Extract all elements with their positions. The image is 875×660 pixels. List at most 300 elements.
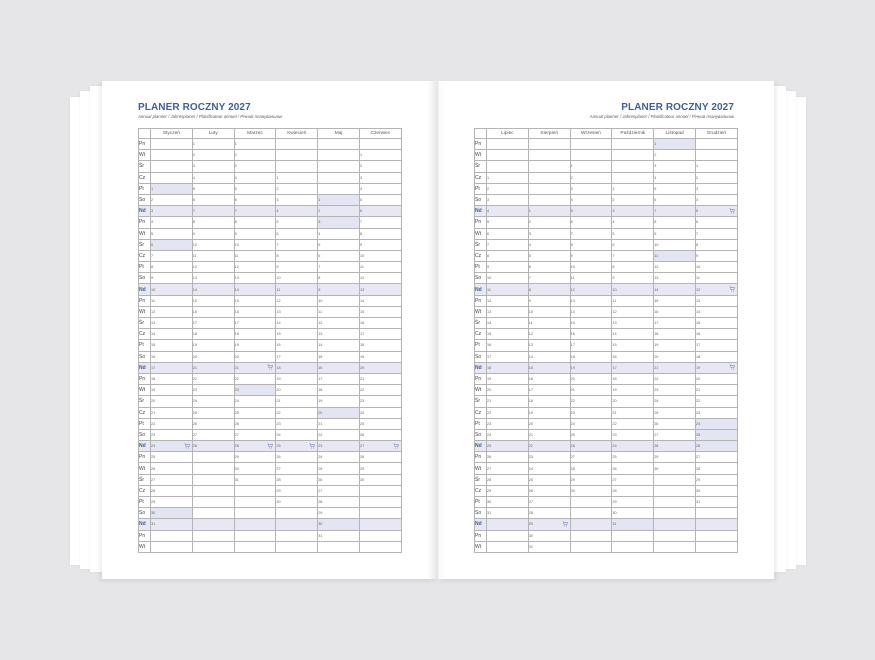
day-cell[interactable] bbox=[192, 217, 234, 228]
day-cell[interactable] bbox=[151, 318, 193, 329]
day-cell[interactable] bbox=[654, 351, 696, 362]
day-cell[interactable] bbox=[654, 194, 699, 205]
day-cell[interactable] bbox=[151, 519, 193, 530]
day-cell[interactable] bbox=[234, 418, 276, 429]
day-cell[interactable] bbox=[570, 183, 615, 194]
day-cell[interactable] bbox=[654, 239, 699, 250]
day-cell[interactable] bbox=[528, 217, 570, 228]
day-cell[interactable] bbox=[612, 150, 657, 161]
day-cell[interactable] bbox=[487, 172, 529, 183]
day-cell[interactable] bbox=[234, 463, 276, 474]
day-cell[interactable] bbox=[234, 519, 276, 530]
day-cell[interactable] bbox=[487, 429, 529, 440]
day-cell[interactable] bbox=[654, 497, 696, 508]
day-cell[interactable] bbox=[276, 183, 318, 194]
day-cell[interactable] bbox=[192, 441, 234, 452]
day-cell[interactable] bbox=[612, 385, 654, 396]
day-cell[interactable] bbox=[654, 161, 699, 172]
day-cell[interactable] bbox=[612, 262, 654, 273]
day-cell[interactable] bbox=[234, 262, 279, 273]
day-cell[interactable] bbox=[151, 497, 193, 508]
day-cell[interactable] bbox=[487, 362, 529, 373]
day-cell[interactable] bbox=[276, 194, 321, 205]
day-cell[interactable] bbox=[234, 206, 279, 217]
day-cell[interactable] bbox=[695, 318, 737, 329]
day-cell[interactable] bbox=[151, 194, 193, 205]
day-cell[interactable] bbox=[359, 519, 401, 530]
day-cell[interactable] bbox=[359, 228, 401, 239]
day-cell[interactable] bbox=[276, 250, 321, 261]
day-cell[interactable] bbox=[612, 530, 654, 541]
day-cell[interactable] bbox=[359, 340, 401, 351]
day-cell[interactable] bbox=[151, 262, 193, 273]
day-cell[interactable] bbox=[234, 161, 276, 172]
day-cell[interactable] bbox=[359, 474, 401, 485]
day-cell[interactable] bbox=[359, 250, 401, 261]
day-cell[interactable] bbox=[487, 396, 529, 407]
day-cell[interactable] bbox=[192, 429, 234, 440]
day-cell[interactable] bbox=[359, 441, 401, 452]
day-cell[interactable] bbox=[276, 306, 318, 317]
day-cell[interactable] bbox=[276, 407, 318, 418]
day-cell[interactable] bbox=[359, 183, 401, 194]
day-cell[interactable] bbox=[570, 407, 612, 418]
day-cell[interactable] bbox=[359, 139, 401, 150]
day-cell[interactable] bbox=[528, 284, 570, 295]
day-cell[interactable] bbox=[192, 150, 234, 161]
day-cell[interactable] bbox=[234, 452, 276, 463]
day-cell[interactable] bbox=[695, 452, 737, 463]
day-cell[interactable] bbox=[654, 150, 696, 161]
day-cell[interactable] bbox=[234, 329, 276, 340]
day-cell[interactable] bbox=[276, 295, 318, 306]
day-cell[interactable] bbox=[612, 497, 654, 508]
day-cell[interactable] bbox=[528, 418, 570, 429]
day-cell[interactable] bbox=[318, 441, 360, 452]
day-cell[interactable] bbox=[612, 161, 657, 172]
day-cell[interactable] bbox=[487, 239, 529, 250]
day-cell[interactable] bbox=[654, 519, 696, 530]
day-cell[interactable] bbox=[192, 306, 234, 317]
day-cell[interactable] bbox=[276, 474, 318, 485]
day-cell[interactable] bbox=[612, 239, 654, 250]
day-cell[interactable] bbox=[487, 441, 529, 452]
day-cell[interactable] bbox=[654, 362, 696, 373]
day-cell[interactable] bbox=[318, 306, 360, 317]
day-cell[interactable] bbox=[612, 318, 654, 329]
day-cell[interactable] bbox=[276, 262, 321, 273]
day-cell[interactable] bbox=[570, 351, 612, 362]
day-cell[interactable] bbox=[151, 183, 193, 194]
day-cell[interactable] bbox=[612, 373, 654, 384]
day-cell[interactable] bbox=[192, 497, 234, 508]
day-cell[interactable] bbox=[528, 541, 570, 552]
day-cell[interactable] bbox=[528, 273, 570, 284]
day-cell[interactable] bbox=[276, 139, 318, 150]
day-cell[interactable] bbox=[359, 508, 401, 519]
day-cell[interactable] bbox=[234, 250, 279, 261]
day-cell[interactable] bbox=[151, 217, 193, 228]
day-cell[interactable] bbox=[654, 273, 696, 284]
day-cell[interactable] bbox=[695, 407, 737, 418]
day-cell[interactable] bbox=[192, 161, 234, 172]
day-cell[interactable] bbox=[151, 250, 193, 261]
day-cell[interactable] bbox=[570, 485, 612, 496]
day-cell[interactable] bbox=[528, 441, 570, 452]
day-cell[interactable] bbox=[612, 396, 654, 407]
day-cell[interactable] bbox=[654, 228, 699, 239]
day-cell[interactable] bbox=[487, 273, 529, 284]
day-cell[interactable] bbox=[276, 172, 318, 183]
day-cell[interactable] bbox=[192, 194, 234, 205]
day-cell[interactable] bbox=[318, 497, 360, 508]
day-cell[interactable] bbox=[612, 485, 654, 496]
day-cell[interactable] bbox=[192, 373, 234, 384]
day-cell[interactable] bbox=[151, 161, 193, 172]
day-cell[interactable] bbox=[695, 463, 737, 474]
day-cell[interactable] bbox=[318, 194, 363, 205]
day-cell[interactable] bbox=[528, 373, 570, 384]
day-cell[interactable] bbox=[192, 139, 234, 150]
day-cell[interactable] bbox=[487, 250, 529, 261]
day-cell[interactable] bbox=[276, 508, 318, 519]
day-cell[interactable] bbox=[570, 295, 612, 306]
day-cell[interactable] bbox=[654, 530, 696, 541]
day-cell[interactable] bbox=[695, 497, 737, 508]
day-cell[interactable] bbox=[612, 541, 654, 552]
day-cell[interactable] bbox=[695, 340, 737, 351]
day-cell[interactable] bbox=[276, 217, 321, 228]
day-cell[interactable] bbox=[276, 351, 318, 362]
day-cell[interactable] bbox=[192, 262, 234, 273]
day-cell[interactable] bbox=[695, 329, 737, 340]
day-cell[interactable] bbox=[359, 362, 401, 373]
day-cell[interactable] bbox=[612, 329, 654, 340]
day-cell[interactable] bbox=[612, 407, 654, 418]
day-cell[interactable] bbox=[359, 351, 401, 362]
day-cell[interactable] bbox=[528, 183, 570, 194]
day-cell[interactable] bbox=[318, 463, 360, 474]
day-cell[interactable] bbox=[192, 508, 234, 519]
day-cell[interactable] bbox=[359, 396, 401, 407]
day-cell[interactable] bbox=[654, 385, 696, 396]
day-cell[interactable] bbox=[318, 329, 360, 340]
day-cell[interactable] bbox=[695, 194, 737, 205]
day-cell[interactable] bbox=[359, 262, 401, 273]
day-cell[interactable] bbox=[151, 284, 193, 295]
day-cell[interactable] bbox=[654, 407, 696, 418]
day-cell[interactable] bbox=[487, 295, 529, 306]
day-cell[interactable] bbox=[654, 318, 696, 329]
day-cell[interactable] bbox=[318, 373, 360, 384]
day-cell[interactable] bbox=[234, 362, 276, 373]
day-cell[interactable] bbox=[318, 161, 363, 172]
day-cell[interactable] bbox=[654, 183, 699, 194]
day-cell[interactable] bbox=[234, 497, 276, 508]
day-cell[interactable] bbox=[151, 306, 193, 317]
day-cell[interactable] bbox=[612, 194, 657, 205]
day-cell[interactable] bbox=[234, 407, 276, 418]
day-cell[interactable] bbox=[612, 284, 654, 295]
day-cell[interactable] bbox=[612, 139, 657, 150]
day-cell[interactable] bbox=[276, 418, 318, 429]
day-cell[interactable] bbox=[654, 418, 696, 429]
day-cell[interactable] bbox=[192, 329, 234, 340]
day-cell[interactable] bbox=[528, 318, 570, 329]
day-cell[interactable] bbox=[695, 485, 737, 496]
day-cell[interactable] bbox=[359, 239, 401, 250]
day-cell[interactable] bbox=[528, 485, 570, 496]
day-cell[interactable] bbox=[528, 519, 570, 530]
day-cell[interactable] bbox=[695, 206, 737, 217]
day-cell[interactable] bbox=[234, 474, 276, 485]
day-cell[interactable] bbox=[612, 228, 657, 239]
day-cell[interactable] bbox=[318, 362, 360, 373]
day-cell[interactable] bbox=[359, 306, 401, 317]
day-cell[interactable] bbox=[612, 474, 654, 485]
day-cell[interactable] bbox=[234, 373, 276, 384]
day-cell[interactable] bbox=[612, 441, 654, 452]
day-cell[interactable] bbox=[234, 228, 279, 239]
day-cell[interactable] bbox=[151, 295, 193, 306]
day-cell[interactable] bbox=[695, 172, 737, 183]
day-cell[interactable] bbox=[487, 206, 529, 217]
day-cell[interactable] bbox=[570, 194, 615, 205]
day-cell[interactable] bbox=[612, 273, 654, 284]
day-cell[interactable] bbox=[318, 150, 363, 161]
day-cell[interactable] bbox=[234, 172, 279, 183]
day-cell[interactable] bbox=[612, 463, 654, 474]
day-cell[interactable] bbox=[654, 250, 699, 261]
day-cell[interactable] bbox=[528, 161, 570, 172]
day-cell[interactable] bbox=[528, 250, 570, 261]
day-cell[interactable] bbox=[151, 474, 193, 485]
day-cell[interactable] bbox=[359, 541, 401, 552]
day-cell[interactable] bbox=[654, 139, 696, 150]
day-cell[interactable] bbox=[318, 429, 360, 440]
day-cell[interactable] bbox=[359, 418, 401, 429]
day-cell[interactable] bbox=[276, 228, 321, 239]
day-cell[interactable] bbox=[318, 273, 360, 284]
day-cell[interactable] bbox=[612, 206, 657, 217]
day-cell[interactable] bbox=[276, 150, 318, 161]
day-cell[interactable] bbox=[359, 429, 401, 440]
day-cell[interactable] bbox=[654, 429, 696, 440]
day-cell[interactable] bbox=[487, 452, 529, 463]
day-cell[interactable] bbox=[487, 183, 529, 194]
day-cell[interactable] bbox=[276, 452, 318, 463]
day-cell[interactable] bbox=[151, 530, 193, 541]
day-cell[interactable] bbox=[654, 485, 696, 496]
day-cell[interactable] bbox=[318, 206, 363, 217]
day-cell[interactable] bbox=[612, 351, 654, 362]
day-cell[interactable] bbox=[359, 150, 401, 161]
day-cell[interactable] bbox=[487, 329, 529, 340]
day-cell[interactable] bbox=[695, 239, 737, 250]
day-cell[interactable] bbox=[359, 452, 401, 463]
day-cell[interactable] bbox=[695, 441, 737, 452]
day-cell[interactable] bbox=[528, 306, 570, 317]
day-cell[interactable] bbox=[192, 250, 234, 261]
day-cell[interactable] bbox=[234, 306, 276, 317]
day-cell[interactable] bbox=[487, 373, 529, 384]
day-cell[interactable] bbox=[612, 217, 657, 228]
day-cell[interactable] bbox=[612, 508, 654, 519]
day-cell[interactable] bbox=[192, 362, 234, 373]
day-cell[interactable] bbox=[359, 217, 401, 228]
day-cell[interactable] bbox=[487, 463, 529, 474]
day-cell[interactable] bbox=[276, 206, 321, 217]
day-cell[interactable] bbox=[528, 429, 570, 440]
day-cell[interactable] bbox=[318, 295, 360, 306]
day-cell[interactable] bbox=[234, 284, 276, 295]
day-cell[interactable] bbox=[528, 340, 570, 351]
day-cell[interactable] bbox=[612, 429, 654, 440]
day-cell[interactable] bbox=[612, 183, 657, 194]
day-cell[interactable] bbox=[151, 385, 193, 396]
day-cell[interactable] bbox=[192, 474, 234, 485]
day-cell[interactable] bbox=[528, 239, 570, 250]
day-cell[interactable] bbox=[151, 206, 193, 217]
day-cell[interactable] bbox=[487, 139, 529, 150]
day-cell[interactable] bbox=[234, 396, 276, 407]
day-cell[interactable] bbox=[695, 429, 737, 440]
day-cell[interactable] bbox=[695, 519, 737, 530]
day-cell[interactable] bbox=[192, 418, 234, 429]
day-cell[interactable] bbox=[570, 497, 612, 508]
day-cell[interactable] bbox=[570, 250, 615, 261]
day-cell[interactable] bbox=[359, 172, 401, 183]
day-cell[interactable] bbox=[487, 228, 529, 239]
day-cell[interactable] bbox=[570, 150, 612, 161]
day-cell[interactable] bbox=[318, 519, 360, 530]
day-cell[interactable] bbox=[487, 217, 529, 228]
day-cell[interactable] bbox=[276, 530, 318, 541]
day-cell[interactable] bbox=[192, 351, 234, 362]
day-cell[interactable] bbox=[276, 485, 318, 496]
day-cell[interactable] bbox=[276, 541, 318, 552]
day-cell[interactable] bbox=[234, 150, 276, 161]
day-cell[interactable] bbox=[654, 217, 699, 228]
day-cell[interactable] bbox=[570, 452, 612, 463]
day-cell[interactable] bbox=[654, 306, 696, 317]
day-cell[interactable] bbox=[151, 228, 193, 239]
day-cell[interactable] bbox=[276, 385, 318, 396]
day-cell[interactable] bbox=[570, 463, 612, 474]
day-cell[interactable] bbox=[570, 206, 615, 217]
day-cell[interactable] bbox=[487, 340, 529, 351]
day-cell[interactable] bbox=[695, 373, 737, 384]
day-cell[interactable] bbox=[695, 474, 737, 485]
day-cell[interactable] bbox=[654, 262, 696, 273]
day-cell[interactable] bbox=[318, 418, 360, 429]
day-cell[interactable] bbox=[612, 250, 654, 261]
day-cell[interactable] bbox=[695, 385, 737, 396]
day-cell[interactable] bbox=[359, 161, 401, 172]
day-cell[interactable] bbox=[528, 385, 570, 396]
day-cell[interactable] bbox=[318, 351, 360, 362]
day-cell[interactable] bbox=[234, 530, 276, 541]
day-cell[interactable] bbox=[234, 429, 276, 440]
day-cell[interactable] bbox=[487, 284, 529, 295]
day-cell[interactable] bbox=[487, 407, 529, 418]
day-cell[interactable] bbox=[234, 183, 279, 194]
day-cell[interactable] bbox=[151, 541, 193, 552]
day-cell[interactable] bbox=[151, 150, 193, 161]
day-cell[interactable] bbox=[570, 217, 615, 228]
day-cell[interactable] bbox=[151, 463, 193, 474]
day-cell[interactable] bbox=[528, 452, 570, 463]
day-cell[interactable] bbox=[570, 541, 612, 552]
day-cell[interactable] bbox=[192, 284, 234, 295]
day-cell[interactable] bbox=[570, 172, 612, 183]
day-cell[interactable] bbox=[276, 273, 321, 284]
day-cell[interactable] bbox=[151, 441, 193, 452]
day-cell[interactable] bbox=[192, 519, 234, 530]
day-cell[interactable] bbox=[654, 452, 696, 463]
day-cell[interactable] bbox=[654, 329, 696, 340]
day-cell[interactable] bbox=[151, 407, 193, 418]
day-cell[interactable] bbox=[570, 530, 612, 541]
day-cell[interactable] bbox=[570, 284, 612, 295]
day-cell[interactable] bbox=[528, 172, 570, 183]
day-cell[interactable] bbox=[570, 273, 615, 284]
day-cell[interactable] bbox=[612, 306, 654, 317]
day-cell[interactable] bbox=[654, 474, 696, 485]
day-cell[interactable] bbox=[359, 284, 401, 295]
day-cell[interactable] bbox=[318, 396, 360, 407]
day-cell[interactable] bbox=[318, 239, 363, 250]
day-cell[interactable] bbox=[234, 385, 276, 396]
day-cell[interactable] bbox=[359, 206, 401, 217]
day-cell[interactable] bbox=[151, 396, 193, 407]
day-cell[interactable] bbox=[192, 273, 234, 284]
day-cell[interactable] bbox=[192, 239, 234, 250]
day-cell[interactable] bbox=[654, 284, 696, 295]
day-cell[interactable] bbox=[234, 508, 276, 519]
day-cell[interactable] bbox=[318, 508, 360, 519]
day-cell[interactable] bbox=[695, 508, 737, 519]
day-cell[interactable] bbox=[234, 441, 276, 452]
day-cell[interactable] bbox=[151, 239, 193, 250]
day-cell[interactable] bbox=[359, 318, 401, 329]
day-cell[interactable] bbox=[612, 295, 654, 306]
day-cell[interactable] bbox=[192, 183, 234, 194]
day-cell[interactable] bbox=[318, 228, 363, 239]
day-cell[interactable] bbox=[654, 295, 696, 306]
day-cell[interactable] bbox=[234, 139, 276, 150]
day-cell[interactable] bbox=[570, 239, 615, 250]
day-cell[interactable] bbox=[654, 441, 696, 452]
day-cell[interactable] bbox=[151, 362, 193, 373]
day-cell[interactable] bbox=[276, 463, 318, 474]
day-cell[interactable] bbox=[359, 385, 401, 396]
day-cell[interactable] bbox=[695, 351, 737, 362]
day-cell[interactable] bbox=[570, 228, 615, 239]
day-cell[interactable] bbox=[359, 373, 401, 384]
day-cell[interactable] bbox=[570, 508, 612, 519]
day-cell[interactable] bbox=[318, 172, 363, 183]
day-cell[interactable] bbox=[570, 385, 612, 396]
day-cell[interactable] bbox=[487, 351, 529, 362]
day-cell[interactable] bbox=[151, 485, 193, 496]
day-cell[interactable] bbox=[318, 250, 360, 261]
day-cell[interactable] bbox=[570, 519, 612, 530]
day-cell[interactable] bbox=[192, 485, 234, 496]
day-cell[interactable] bbox=[528, 497, 570, 508]
day-cell[interactable] bbox=[528, 407, 570, 418]
day-cell[interactable] bbox=[318, 284, 360, 295]
